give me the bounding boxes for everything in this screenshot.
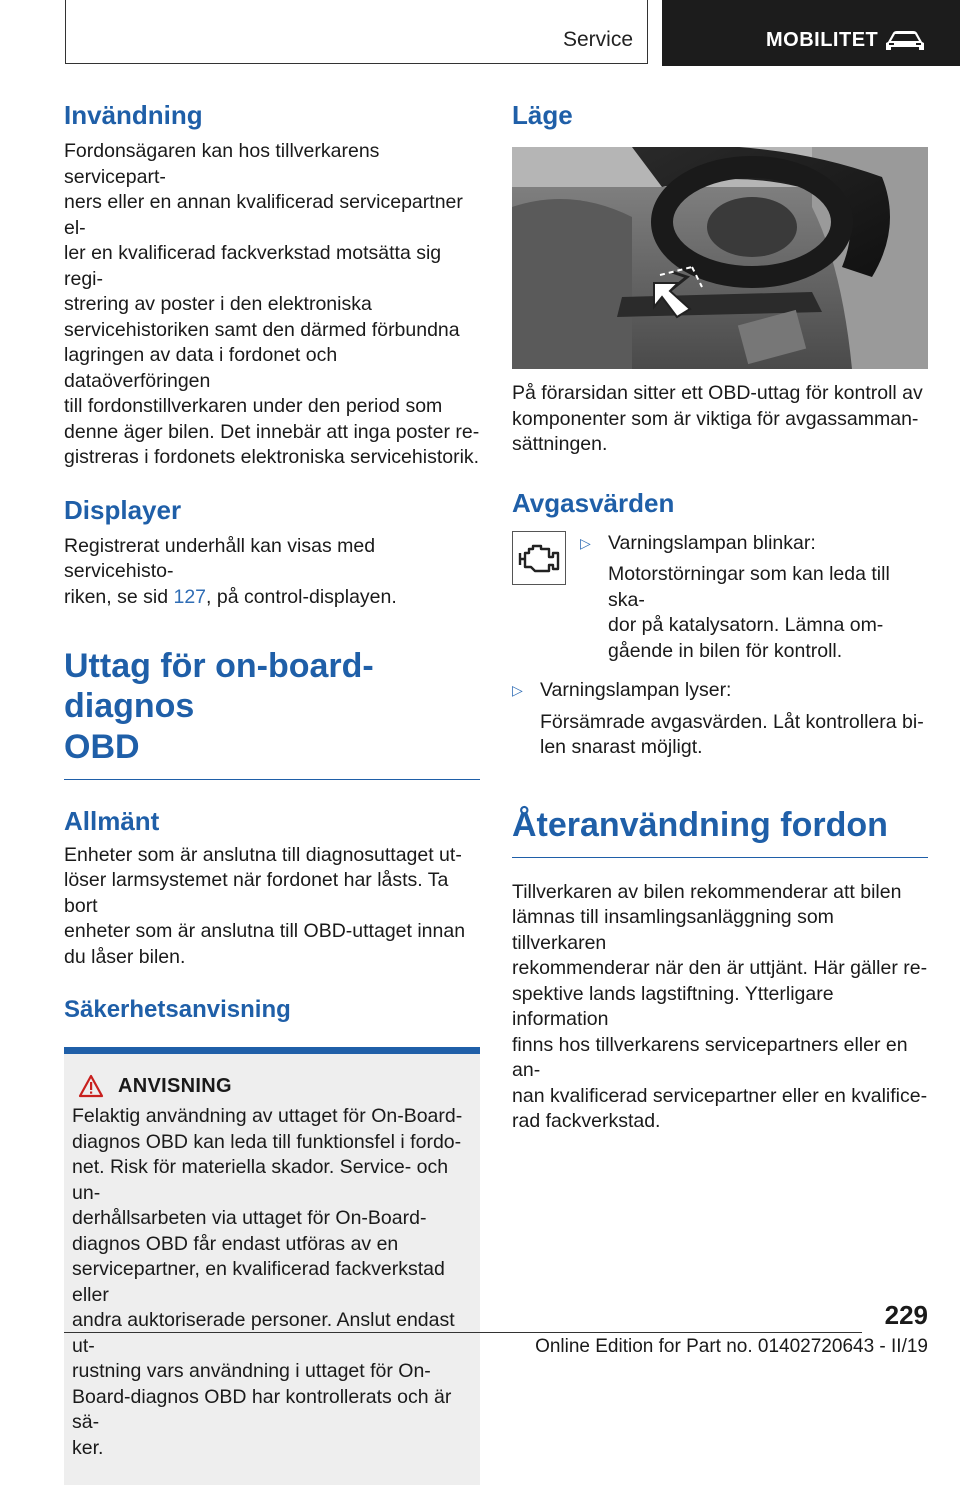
list-item [512, 678, 928, 704]
text-line: lagringen av data i fordonet och dataöverföringen [64, 344, 338, 392]
text-line: rekommenderar när den är uttjänt. Här gäller re- [512, 957, 928, 980]
warning-triangle-icon [78, 1074, 104, 1098]
edition-text: Online Edition for Part no. 01402720643 - II/19 [535, 1336, 928, 1357]
text-line: gående in bilen för kontroll. [608, 639, 843, 662]
text-line: Motorstörningar som kan leda till ska- [608, 563, 890, 611]
text-line: dor på katalysatorn. Lämna om- [608, 614, 884, 637]
text-line: derhållsarbeten via uttaget för On-Board- [72, 1207, 427, 1230]
heading-line: Uttag för on-board-diagnos [64, 647, 374, 726]
paragraph-lage [512, 381, 928, 458]
text-line: diagnos OBD kan leda till funktionsfel i fordo- [72, 1130, 462, 1153]
text-line: Försämrade avgasvärden. Låt kontrollera bi- [540, 710, 924, 733]
text-line: servicehistoriken samt den därmed förbundna [64, 318, 460, 341]
text-line: lämnas till insamlingsanläggning som tillverkaren [512, 906, 834, 954]
warning-text [72, 1104, 474, 1461]
section-title: Service [562, 28, 633, 51]
left-column [64, 100, 480, 1485]
text-line: gistreras i fordonets elektroniska servicehistorik. [64, 446, 480, 469]
text-line: sättningen. [512, 433, 608, 456]
list-item-text [512, 710, 928, 761]
text-line: rad fackverkstad. [512, 1110, 661, 1133]
heading-avgasvarden: Avgasvärden [512, 487, 675, 518]
paragraph-ateranvandning [512, 880, 928, 1135]
text-line: finns hos tillverkarens servicepartners eller en an- [512, 1033, 908, 1082]
chapter-title: MOBILITET [766, 29, 879, 51]
page-reference-link[interactable]: 127 [173, 585, 207, 608]
paragraph-displayer [64, 534, 480, 611]
text-line [64, 585, 480, 611]
heading-displayer: Displayer [64, 494, 182, 525]
text-line: servicepartner, en kvalificerad fackverkstad eller [72, 1258, 445, 1306]
warning-header [78, 1074, 474, 1098]
exhaust-values-block [512, 531, 928, 665]
footer-rule [64, 1332, 862, 1333]
text-line: rustning vars användning i uttaget för On- [72, 1360, 431, 1383]
text-line: net. Risk för materiella skador. Service- och un- [72, 1156, 449, 1204]
text-line: andra auktoriserade personer. Anslut endast ut- [72, 1309, 455, 1357]
text-line: du låser bilen. [64, 945, 186, 968]
warning-box [64, 1047, 480, 1485]
right-column [512, 100, 928, 1135]
obd-location-photo [512, 147, 928, 369]
text-line: Felaktig användning av uttaget för On-Board- [72, 1105, 463, 1128]
text-line: ker. [72, 1436, 104, 1459]
text-line: diagnos OBD får endast utföras av en [72, 1232, 399, 1255]
list-item-title: Varningslampan lyser: [540, 679, 732, 702]
heading-lage: Läge [512, 100, 573, 130]
text-line: På förarsidan sitter ett OBD-uttag för kontroll av [512, 382, 923, 405]
engine-warning-icon [512, 531, 566, 585]
photo-illustration [512, 147, 928, 369]
bullet-triangle-icon: ▷ [512, 682, 523, 699]
text-line: ler en kvalificerad fackverkstad motsätta sig regi- [64, 242, 442, 290]
section-rule [64, 779, 480, 780]
text-line: enheter som är anslutna till OBD-uttaget innan [64, 920, 466, 943]
heading-sakerhetsanvisning: Säkerhetsanvisning [64, 996, 291, 1024]
text-line: Fordonsägaren kan hos tillverkarens servicepart- [64, 140, 380, 188]
exhaust-values-block-2 [512, 678, 928, 761]
page-header [0, 0, 960, 66]
heading-allmant: Allmänt [64, 805, 160, 836]
text-line: till fordonstillverkaren under den period som [64, 395, 443, 418]
text-line: komponenter som är viktiga för avgassamman- [512, 407, 919, 430]
list-item-title: Varningslampan blinkar: [608, 531, 816, 554]
car-icon [884, 28, 926, 54]
text-line: Tillverkaren av bilen rekommenderar att bilen [512, 880, 902, 903]
text-line: spektive lands lagstiftning. Ytterligare information [512, 982, 834, 1031]
bullet-triangle-icon: ▷ [580, 534, 591, 551]
list-item-text [580, 562, 928, 664]
text-line: denne äger bilen. Det innebär att inga poster re- [64, 420, 480, 443]
chapter-tab [662, 0, 960, 66]
text-line: len snarast möjligt. [540, 736, 703, 759]
text-line: löser larmsystemet när fordonet har låsts. Ta bort [64, 869, 449, 917]
heading-invandning: Invändning [64, 100, 203, 130]
heading-ateranvandning: Återanvändning fordon [512, 805, 888, 844]
text-line: Board-diagnos OBD har kontrollerats och är sä- [72, 1385, 452, 1434]
text-fragment: , på control-displayen. [206, 585, 397, 608]
warning-bar [64, 1047, 480, 1054]
text-line: ners eller en annan kvalificerad servicepartner el- [64, 191, 463, 239]
text-line: nan kvalificerad servicepartner eller en kvalifice- [512, 1084, 928, 1107]
heading-obd [64, 646, 480, 766]
warning-title: ANVISNING [118, 1074, 232, 1097]
paragraph-invandning [64, 139, 480, 471]
list-item [580, 531, 928, 557]
section-tab [65, 0, 648, 64]
text-line: Enheter som är anslutna till diagnosuttaget ut- [64, 843, 462, 866]
text-line: Registrerat underhåll kan visas med servicehisto- [64, 534, 376, 583]
text-line: strering av poster i den elektroniska [64, 293, 372, 316]
heading-line: OBD [64, 727, 140, 766]
section-rule [512, 857, 928, 858]
paragraph-allmant [64, 843, 480, 971]
page-number: 229 [884, 1300, 928, 1330]
text-fragment: riken, se sid [64, 585, 174, 608]
